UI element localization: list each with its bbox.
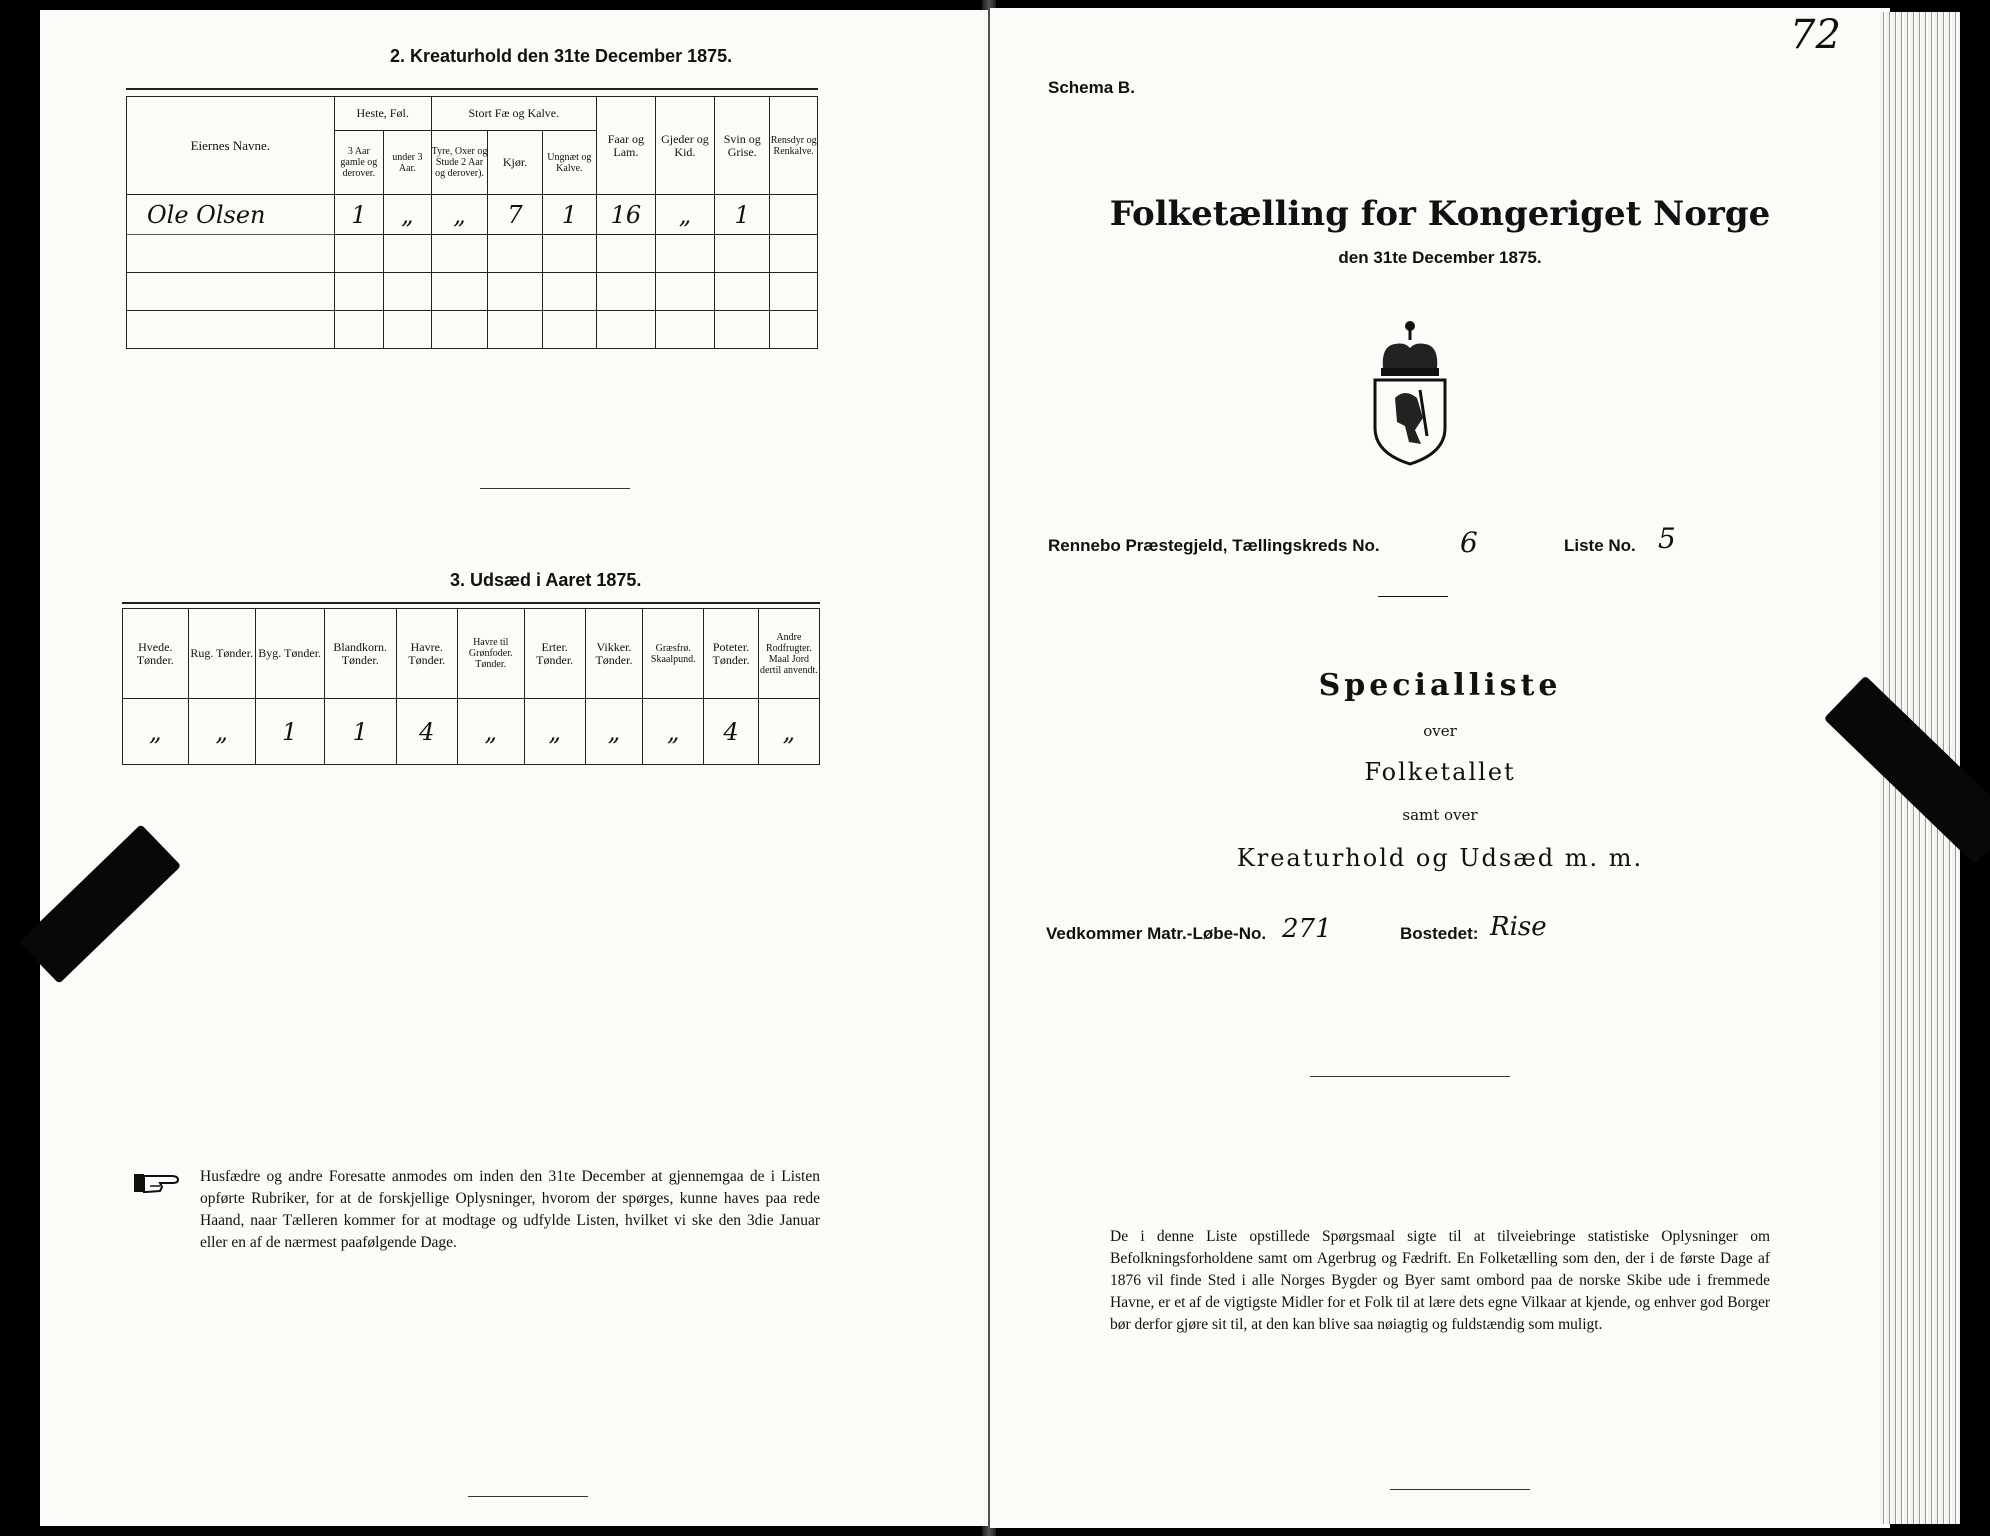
table-row — [127, 273, 818, 311]
pointing-hand-icon — [132, 1168, 182, 1198]
seed-col-rug: Rug. Tønder. — [188, 609, 255, 699]
special-title: Specialliste — [1318, 668, 1562, 703]
seed-cell-havre: 4 — [396, 699, 457, 765]
livestock-table — [126, 96, 818, 349]
seed-col-poteter: Poteter. Tønder. — [704, 609, 759, 699]
owner-name: Ole Olsen — [127, 195, 335, 235]
seed-col-blandkorn: Blandkorn. Tønder. — [324, 609, 396, 699]
seed-table-top-rule — [122, 602, 820, 604]
separator-line — [1310, 1076, 1510, 1077]
info-paragraph: De i denne Liste opstillede Spørgsmaal sigte til at tilveiebringe statistiske Oplysninger om Befolkningsforholdene samt om Agerbrug og Fædrift. En Folketælling som den, der i de første Dage af 1876 vil finde Sted i alle Norges Bygder og Byer samt ombord paa de norske Skibe ude i fremmede Havne, er et af de vigtigste Midler for et Folk til at lære dets egne Vilkaar at kjende, og enhver god Borger bør derfor gjøre sit til, at den kan blive saa nøiagtig og fuldstændig som muligt. — [1110, 1228, 1770, 1333]
seed-table — [122, 608, 820, 765]
kreds-value: 6 — [1460, 526, 1478, 559]
cell-gjeder: „ — [655, 195, 714, 235]
col-heste-under3: under 3 Aar. — [384, 131, 432, 195]
section3-title: 3. Udsæd i Aaret 1875. — [450, 570, 642, 590]
table-row — [127, 235, 818, 273]
separator-line — [1378, 596, 1448, 597]
table-top-rule — [126, 88, 818, 90]
left-page — [40, 10, 988, 1526]
notice-paragraph: Husfædre og andre Foresatte anmodes om inden den 31te December at gjennemgaa de i Listen opførte Rubriker, for at de forskjellige Oplysninger, hvorom der spørges, kunne haves paa rede Haand, naar Tælleren kommer for at modtage og udfylde Listen, hvilket vi ske den 3die Januar eller en af de nærmest paafølgende Dage. — [200, 1168, 820, 1251]
right-page — [990, 8, 1890, 1528]
seed-cell-andre: „ — [758, 699, 819, 765]
date-line: den 31te December 1875. — [1338, 248, 1542, 267]
seed-col-andre: Andre Rodfrugter. Maal Jord dertil anvendt. — [758, 609, 819, 699]
seed-cell-graesfro: „ — [643, 699, 704, 765]
main-title: Folketælling for Kongeriget Norge — [1109, 194, 1771, 234]
seed-col-byg: Byg. Tønder. — [255, 609, 324, 699]
group-heste: Heste, Føl. — [334, 97, 431, 131]
cell-rensdyr — [770, 195, 818, 235]
liste-value: 5 — [1658, 522, 1676, 555]
kreds-label: Tællingskreds No. — [1232, 536, 1380, 555]
cell-faar: 16 — [596, 195, 655, 235]
bottom-rule — [468, 1496, 588, 1497]
cell-kjor: 7 — [488, 195, 542, 235]
section2-title: 2. Kreaturhold den 31te December 1875. — [390, 46, 733, 66]
seed-col-graesfro: Græsfrø. Skaalpund. — [643, 609, 704, 699]
seed-col-erter: Erter. Tønder. — [524, 609, 585, 699]
over-label: over — [1423, 722, 1457, 740]
table-row — [127, 195, 818, 235]
schema-label: Schema B. — [1048, 78, 1135, 97]
matr-label: Vedkommer Matr.-Løbe-No. — [1046, 924, 1267, 943]
seed-cell-havre-gronfoder: „ — [457, 699, 524, 765]
cell-svin: 1 — [715, 195, 770, 235]
seed-col-hvede: Hvede. Tønder. — [123, 609, 189, 699]
bosted-label: Bostedet: — [1400, 924, 1479, 943]
samt-over-label: samt over — [1402, 806, 1478, 824]
page-number: 72 — [1790, 12, 1841, 58]
seed-cell-rug: „ — [188, 699, 255, 765]
matr-value: 271 — [1282, 914, 1332, 944]
bottom-rule — [1390, 1489, 1530, 1490]
col-faar: Faar og Lam. — [596, 97, 655, 195]
seed-cell-poteter: 4 — [704, 699, 759, 765]
seed-cell-blandkorn: 1 — [324, 699, 396, 765]
cell-tyre: „ — [431, 195, 488, 235]
separator-line — [480, 488, 630, 489]
kreatur-line: Kreaturhold og Udsæd m. m. — [1236, 844, 1644, 872]
owner-header: Eiernes Navne. — [127, 97, 335, 195]
col-rensdyr: Rensdyr og Renkalve. — [770, 97, 818, 195]
table-row — [123, 699, 820, 765]
seed-cell-hvede: „ — [123, 699, 189, 765]
liste-label: Liste No. — [1564, 536, 1636, 555]
seed-cell-byg: 1 — [255, 699, 324, 765]
folketallet-label: Folketallet — [1364, 758, 1516, 786]
cell-heste-under3: „ — [384, 195, 432, 235]
bosted-value: Rise — [1490, 912, 1547, 942]
cell-ungnaet: 1 — [542, 195, 596, 235]
cell-heste-3aar: 1 — [334, 195, 383, 235]
table-row — [127, 311, 818, 349]
seed-cell-vikker: „ — [585, 699, 643, 765]
col-ungnaet: Ungnæt og Kalve. — [542, 131, 596, 195]
seed-col-havre: Havre. Tønder. — [396, 609, 457, 699]
col-svin: Svin og Grise. — [715, 97, 770, 195]
seed-col-vikker: Vikker. Tønder. — [585, 609, 643, 699]
seed-col-havre-gronfoder: Havre til Grønfoder. Tønder. — [457, 609, 524, 699]
parish-label: Rennebo Præstegjeld, — [1048, 536, 1228, 555]
col-kjor: Kjør. — [488, 131, 542, 195]
col-tyre: Tyre, Oxer og Stude 2 Aar og derover). — [431, 131, 488, 195]
seed-cell-erter: „ — [524, 699, 585, 765]
col-gjeder: Gjeder og Kid. — [655, 97, 714, 195]
group-stort: Stort Fæ og Kalve. — [431, 97, 596, 131]
coat-of-arms-icon — [1365, 318, 1455, 468]
col-heste-3aar: 3 Aar gamle og derover. — [334, 131, 383, 195]
